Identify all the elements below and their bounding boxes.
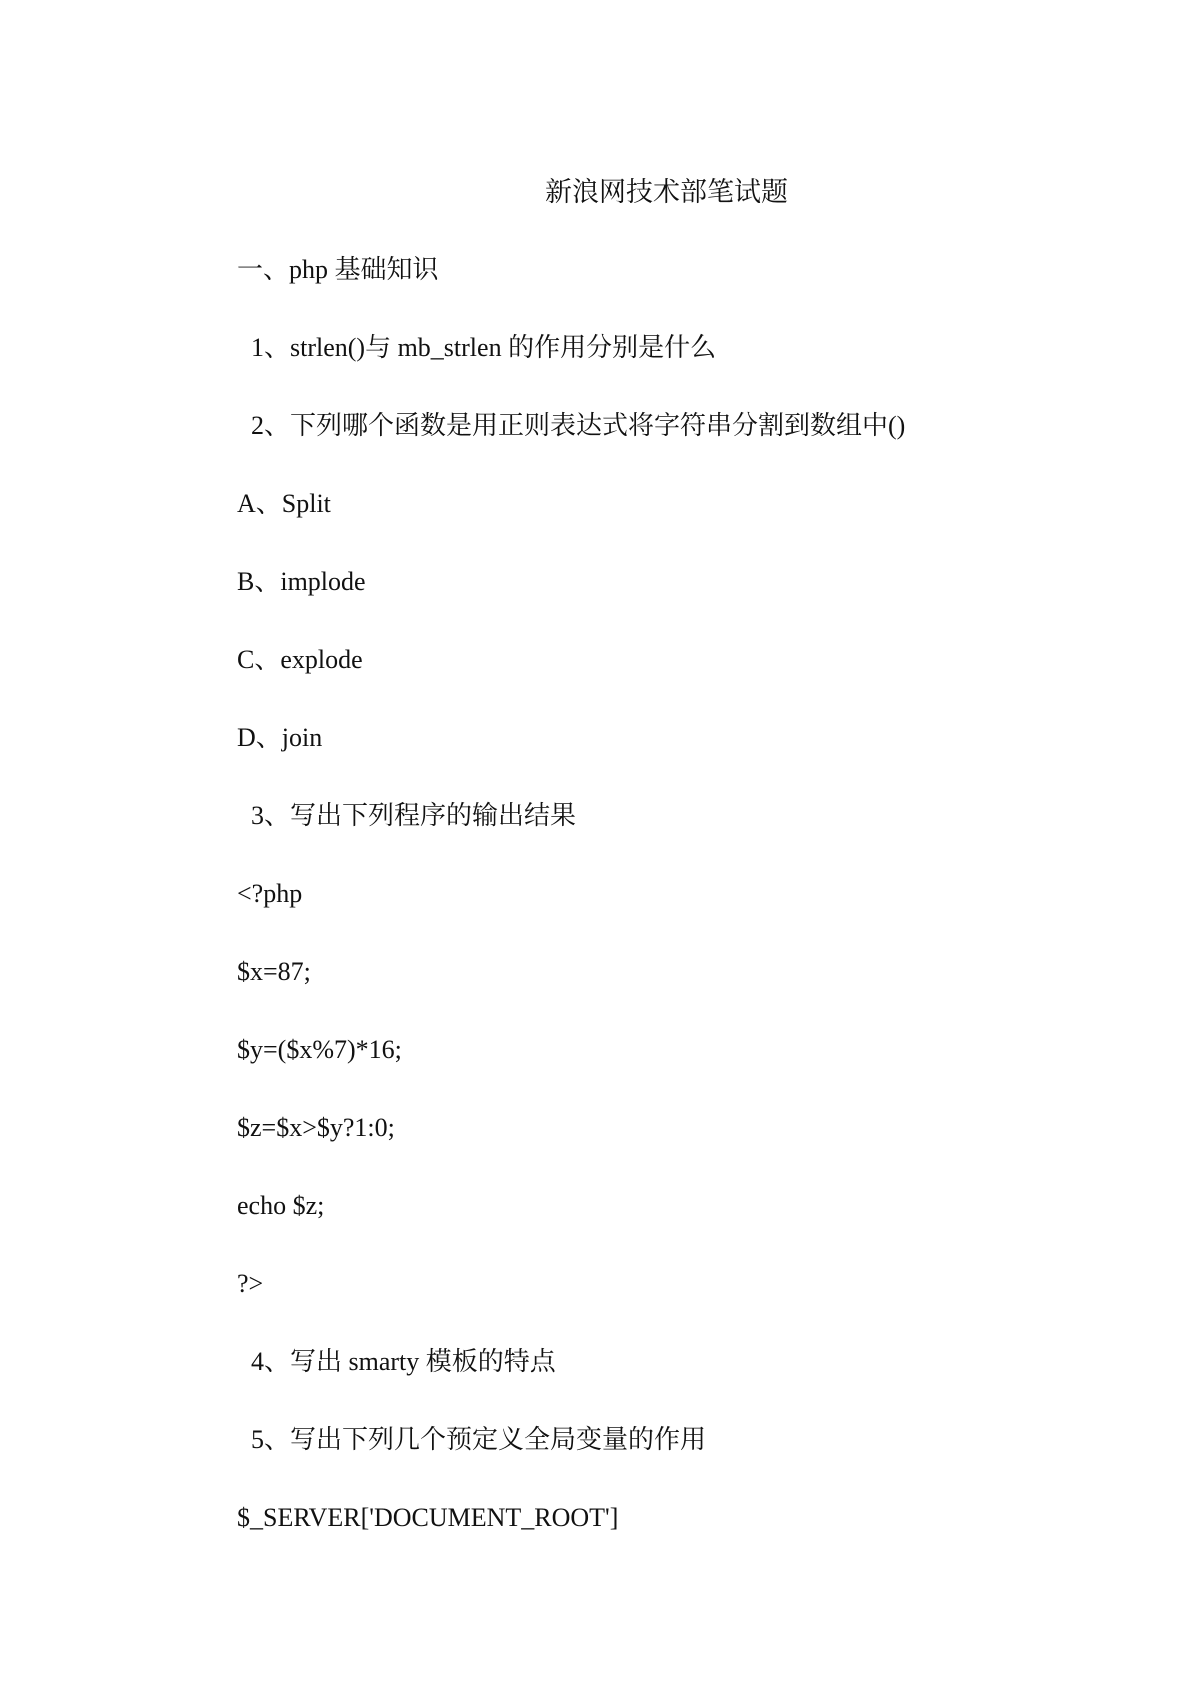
question-4: 4、写出 smarty 模板的特点 — [251, 1347, 556, 1376]
document-title: 新浪网技术部笔试题 — [545, 177, 788, 207]
server-variable: $_SERVER['DOCUMENT_ROOT'] — [237, 1503, 619, 1532]
code-line: $y=($x%7)*16; — [237, 1035, 402, 1064]
code-line: echo $z; — [237, 1191, 325, 1220]
code-line: $x=87; — [237, 957, 311, 986]
option-a: A、Split — [237, 489, 331, 518]
section-heading: 一、php 基础知识 — [237, 255, 439, 284]
question-5: 5、写出下列几个预定义全局变量的作用 — [251, 1425, 707, 1454]
question-3: 3、写出下列程序的输出结果 — [251, 801, 577, 830]
question-1: 1、strlen()与 mb_strlen 的作用分别是什么 — [251, 333, 717, 362]
code-line: $z=$x>$y?1:0; — [237, 1113, 395, 1142]
option-b: B、implode — [237, 567, 366, 596]
option-c: C、explode — [237, 645, 363, 674]
code-line: ?> — [237, 1269, 264, 1298]
code-line: <?php — [237, 879, 303, 908]
question-2: 2、下列哪个函数是用正则表达式将字符串分割到数组中() — [251, 411, 906, 440]
option-d: D、join — [237, 723, 323, 752]
